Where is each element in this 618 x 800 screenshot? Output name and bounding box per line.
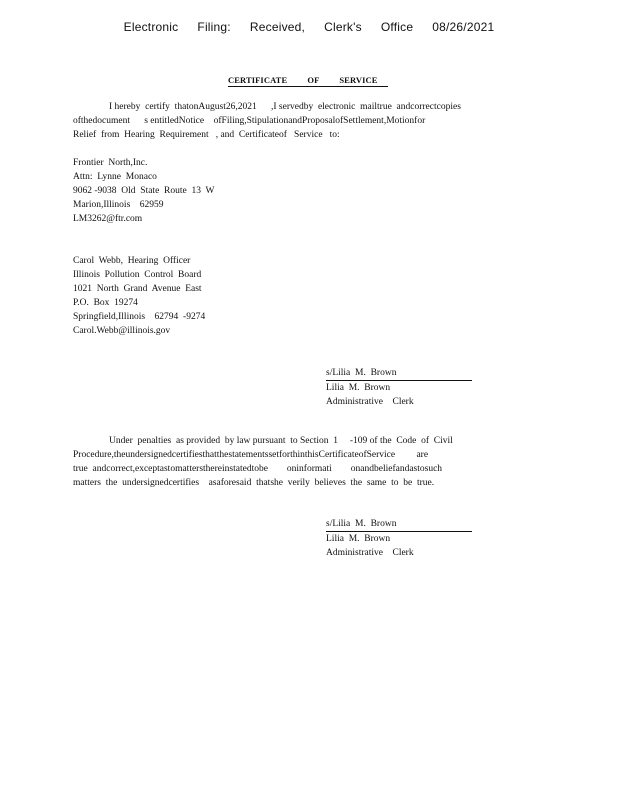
recipient-name: Carol Webb, Hearing Officer (73, 256, 191, 266)
signature-block-1 (326, 366, 472, 409)
verification-line-3: true andcorrect,exceptastomattersthereinstatedtobe oninformati onandbeliefandastosuch (73, 464, 443, 474)
verification-paragraph (73, 434, 525, 490)
recipient-org: Illinois Pollution Control Board (73, 270, 202, 280)
signer-title: Administrative Clerk (326, 397, 414, 407)
recipient-box: P.O. Box 19274 (73, 298, 138, 308)
intro-line-1: I hereby certify thatonAugust26,2021 ,I servedby electronic mailtrue andcorrectcopies (109, 102, 461, 112)
recipient-street: 1021 North Grand Avenue East (73, 284, 202, 294)
recipient-email: LM3262@ftr.com (73, 214, 143, 224)
intro-paragraph (73, 100, 525, 142)
recipient-attn: Attn: Lynne Monaco (73, 172, 157, 182)
filing-stamp: Electronic Filing: Received, Clerk's Office 08/26/2021 (123, 20, 495, 34)
verification-line-4: matters the undersignedcertifies asaforesaid thatshe verily believes the same to be true. (73, 478, 435, 488)
recipient-frontier (73, 156, 215, 226)
verification-line-1: Under penalties as provided by law pursuant to Section 1 -109 of the Code of Civil (109, 436, 453, 446)
signature-block-2 (326, 517, 472, 560)
document-title: CERTIFICATE OF SERVICE (228, 75, 388, 87)
verification-line-2: Procedure,theundersignedcertifiesthatthestatementssetforthinthisCertificateofService are (73, 450, 429, 460)
signer-name: Lilia M. Brown (326, 383, 391, 393)
intro-line-2: ofthedocument s entitledNotice ofFiling,StipulationandProposalofSettlement,Motionfor (73, 116, 426, 126)
signature-line: s/Lilia M. Brown (326, 517, 472, 532)
recipient-city: Springfield,Illinois 62794 -9274 (73, 312, 206, 322)
intro-line-3: Relief from Hearing Requirement , and Certificateof Service to: (73, 130, 340, 140)
recipient-city: Marion,Illinois 62959 (73, 200, 164, 210)
signature-line: s/Lilia M. Brown (326, 366, 472, 381)
recipient-street: 9062 -9038 Old State Route 13 W (73, 186, 215, 196)
recipient-email: Carol.Webb@illinois.gov (73, 326, 171, 336)
signer-name: Lilia M. Brown (326, 534, 391, 544)
signer-title: Administrative Clerk (326, 548, 414, 558)
recipient-company: Frontier North,Inc. (73, 158, 148, 168)
recipient-hearing-officer (73, 254, 205, 338)
